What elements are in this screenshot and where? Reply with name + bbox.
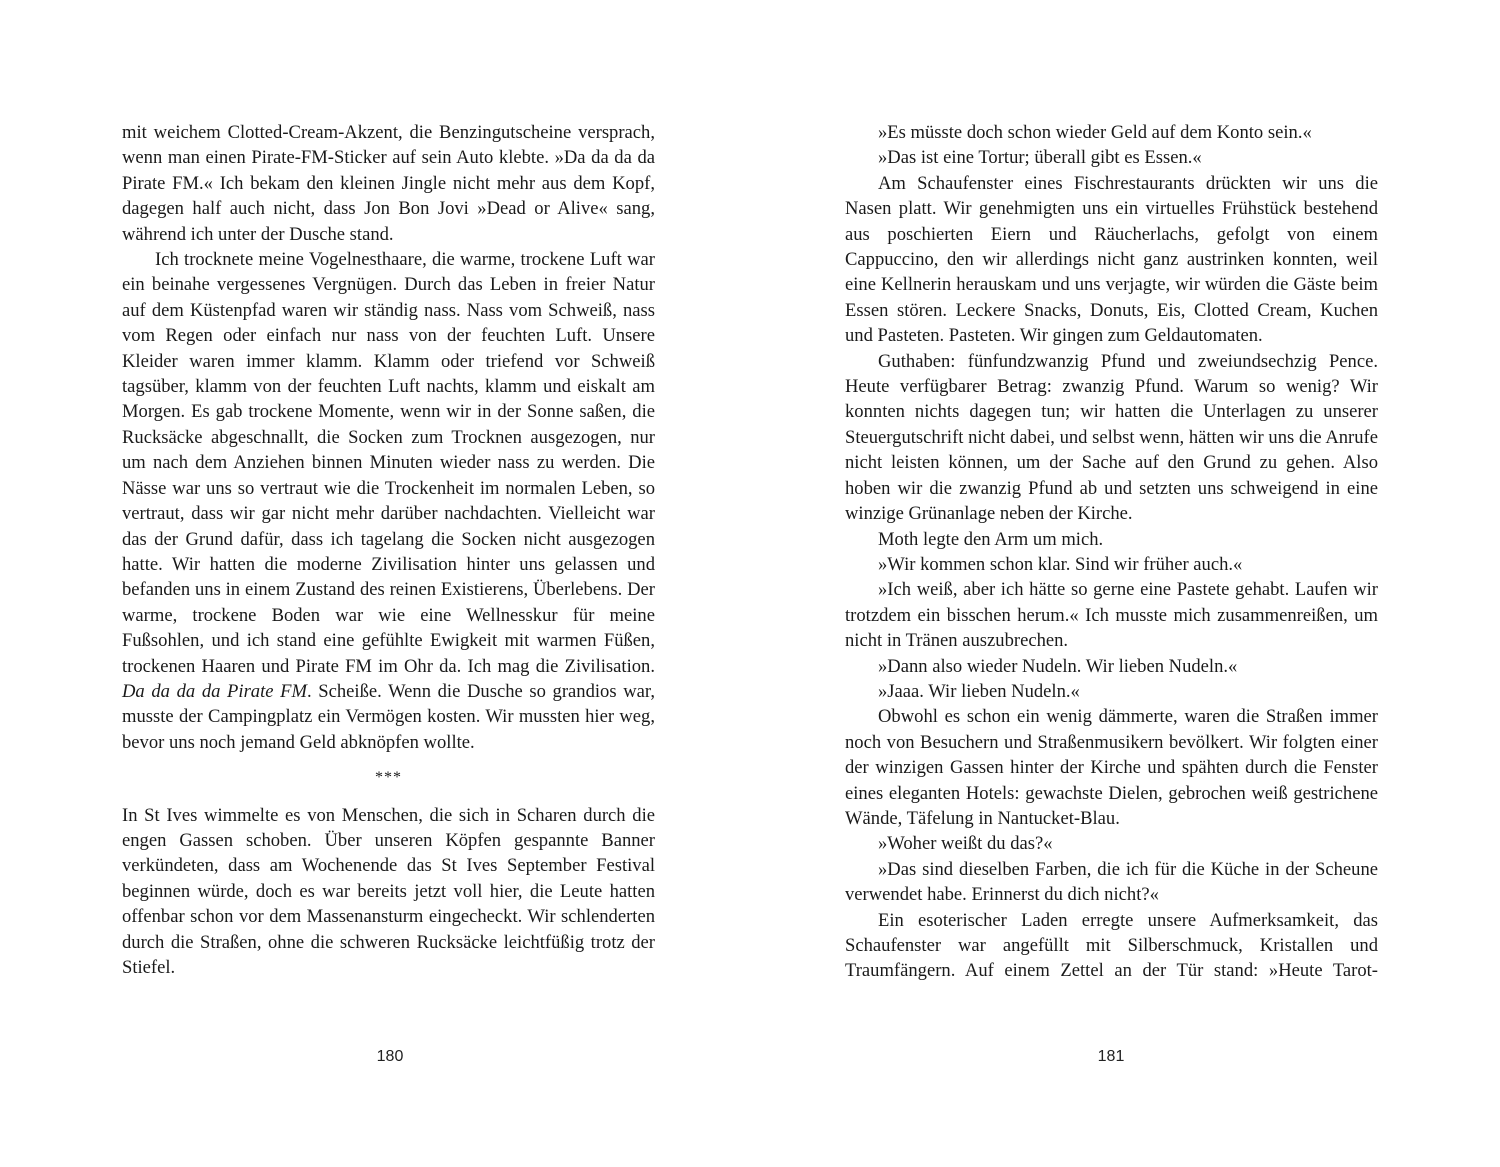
italic-jingle: Da da da da Pirate FM [122,680,307,702]
paragraph: »Jaaa. Wir lieben Nudeln.« [878,680,1080,702]
right-page [845,120,1378,984]
paragraph: »Wir kommen schon klar. Sind wir früher auch.« [878,553,1243,575]
paragraph [122,247,655,755]
paragraph: Moth legte den Arm um mich. [878,528,1104,550]
page-number-left: 180 [376,1048,404,1065]
paragraph: mit weichem Clotted-Cream-Akzent, die Benzingutscheine versprach, wenn man einen Pirate-FM-Sticker auf sein Auto klebte. »Da da da da Pirate FM.« Ich bekam den kleinen Jingle nicht mehr aus dem Kopf, dagegen half auch nicht, dass Jon Bon Jovi »Dead or Alive« sang, während ich unter der Dusche stand. [122,122,655,245]
paragraph: »Ich weiß, aber ich hätte so gerne eine Pastete gehabt. Laufen wir trotzdem ein bisschen herum.« Ich musste mich zusammenreißen, um nicht in Tränen auszubrechen. [845,579,1378,652]
paragraph-text: . Scheiße. Wenn die Dusche so grandios war, musste der Campingplatz ein Vermögen kosten. Wir mussten hier weg, bevor uns noch jemand Geld abknöpfen wollte. [122,680,655,753]
paragraph: Guthaben: fünfundzwanzig Pfund und zweiundsechzig Pence. Heute verfügbarer Betrag: zwanzig Pfund. Warum so wenig? Wir konnten nichts dagegen tun; wir hatten die Unterlagen zu unserer Steuergutschrift nicht dabei, und selbst wenn, hätten wir uns die Anrufe nicht leisten können, um der Sache auf den Grund zu gehen. Also hoben wir die zwanzig Pfund ab und setzten uns schweigend in eine winzige Grünanlage neben der Kirche. [845,350,1378,525]
paragraph: »Das ist eine Tortur; überall gibt es Essen.« [878,147,1202,169]
page-number-right: 181 [1097,1048,1125,1065]
paragraph-text: Ich trocknete meine Vogelnesthaare, die warme, trockene Luft war ein beinahe vergessenes Vergnügen. Durch das Leben in freier Natur auf dem Küstenpfad waren wir ständig nass. Nass vom Schweiß, nass vom Regen oder einfach nur nass von der feuchten Luft. Unsere Kleider waren immer klamm. Klamm oder triefend vor Schweiß tagsüber, klamm von der feuchten Luft nachts, klamm und eiskalt am Morgen. Es gab trockene Momente, wenn wir in der Sonne saßen, die Rucksäcke abgeschnallt, die Socken zum Trocknen ausgezogen, nur um nach dem Anziehen binnen Minuten wieder nass zu werden. Die Nässe war uns so vertraut wie die Trockenheit im normalen Leben, so vertraut, dass wir gar nicht mehr darüber nachdachten. Vielleicht war das der Grund dafür, dass ich tagelang die Socken nicht ausgezogen hatte. Wir hatten die moderne Zivilisation hinter uns gelassen und befanden uns in einem Zustand des reinen Existierens, Überlebens. Der warme, trockene Boden war wie eine Wellnesskur für meine Fußsohlen, und ich stand eine gefühlte Ewigkeit mit warmen Füßen, trockenen Haaren und Pirate FM im Ohr da. Ich mag die Zivilisation. [122,249,655,677]
paragraph: »Es müsste doch schon wieder Geld auf dem Konto sein.« [878,122,1312,143]
paragraph: Am Schaufenster eines Fischrestaurants drückten wir uns die Nasen platt. Wir genehmigten uns ein virtuelles Frühstück bestehend aus poschierten Eiern und Räucherlachs, gefolgt von einem Cappuccino, den wir allerdings nicht ganz austrinken konnten, weil eine Kellnerin herauskam und uns verjagte, wir würden die Gäste beim Essen stören. Leckere Snacks, Donuts, Eis, Clotted Cream, Kuchen und Pasteten. Pasteten. Wir gingen zum Geldautomaten. [845,172,1378,347]
paragraph: »Dann also wieder Nudeln. Wir lieben Nudeln.« [878,655,1238,677]
paragraph: Ein esoterischer Laden erregte unsere Aufmerksamkeit, das Schaufenster war angefüllt mit Silberschmuck, Kristallen und Traumfängern. Auf einem Zettel an der Tür stand: »Heute Tarot- [845,909,1378,982]
paragraph: »Woher weißt du das?« [878,833,1053,855]
paragraph: Obwohl es schon ein wenig dämmerte, waren die Straßen immer noch von Besuchern und Straßenmusikern bevölkert. Wir folgten einer der winzigen Gassen hinter der Kirche und spähten durch die Fenster eines eleganten Hotels: gewachste Dielen, gebrochen weiß gestrichene Wände, Täfelung in Nantucket-Blau. [845,706,1378,829]
paragraph: »Das sind dieselben Farben, die ich für die Küche in der Scheune verwendet habe. Erinnerst du dich nicht?« [845,858,1378,906]
left-page [122,120,655,980]
section-separator: *** [375,769,402,787]
paragraph: In St Ives wimmelte es von Menschen, die sich in Scharen durch die engen Gassen schoben. Über unseren Köpfen gespannte Banner verkündeten, dass am Wochenende das St Ives September Festival beginnen würde, doch es war bereits jetzt voll hier, die Leute hatten offenbar schon vor dem Massenansturm eingecheckt. Wir schlenderten durch die Straßen, ohne die schweren Rucksäcke leichtfüßig trotz der Stiefel. [122,804,655,978]
